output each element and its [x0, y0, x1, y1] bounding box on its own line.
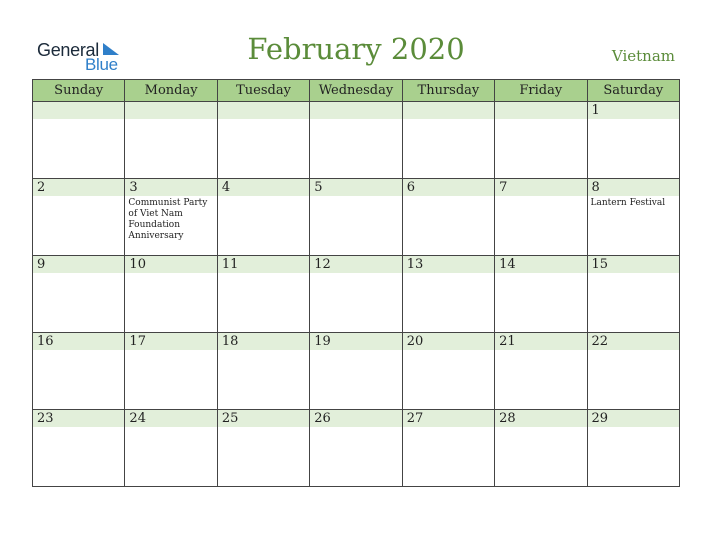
day-number: 21 — [495, 333, 586, 350]
day-number: 3 — [125, 179, 216, 196]
day-cell — [310, 410, 402, 487]
day-cell — [310, 102, 402, 179]
day-number: 7 — [495, 179, 586, 196]
day-cell — [33, 102, 125, 179]
weekday-header: Tuesday — [217, 80, 309, 102]
week-row — [33, 256, 680, 333]
day-number: 9 — [33, 256, 124, 273]
day-cell — [217, 256, 309, 333]
day-number: 11 — [218, 256, 309, 273]
day-number — [218, 102, 309, 119]
day-cell — [125, 179, 217, 256]
day-number: 14 — [495, 256, 586, 273]
day-cell — [402, 179, 494, 256]
weekday-header: Monday — [125, 80, 217, 102]
week-row — [33, 179, 680, 256]
day-cell — [125, 102, 217, 179]
day-number: 25 — [218, 410, 309, 427]
day-cell — [310, 179, 402, 256]
day-cell — [495, 179, 587, 256]
week-row — [33, 333, 680, 410]
day-number: 6 — [403, 179, 494, 196]
holiday-event: Lantern Festival — [590, 198, 666, 208]
day-cell — [33, 179, 125, 256]
day-number — [495, 102, 586, 119]
day-number: 18 — [218, 333, 309, 350]
holiday-event: Communist Party of Viet Nam Foundation Anniversary — [128, 198, 208, 241]
day-cell — [495, 333, 587, 410]
day-cell — [217, 102, 309, 179]
day-number — [125, 102, 216, 119]
weekday-header-row — [33, 80, 680, 102]
week-row — [33, 102, 680, 179]
day-cell — [125, 333, 217, 410]
day-number: 13 — [403, 256, 494, 273]
day-number: 29 — [588, 410, 679, 427]
weekday-header: Wednesday — [310, 80, 402, 102]
day-cell — [402, 333, 494, 410]
day-number: 15 — [588, 256, 679, 273]
day-cell — [402, 410, 494, 487]
day-number: 16 — [33, 333, 124, 350]
weekday-header: Sunday — [33, 80, 125, 102]
day-number: 19 — [310, 333, 401, 350]
day-number: 20 — [403, 333, 494, 350]
day-number: 22 — [588, 333, 679, 350]
day-cell — [402, 102, 494, 179]
week-row — [33, 410, 680, 487]
day-cell — [587, 333, 679, 410]
day-number: 1 — [588, 102, 679, 119]
day-number — [33, 102, 124, 119]
day-number: 17 — [125, 333, 216, 350]
day-cell — [402, 256, 494, 333]
day-number: 5 — [310, 179, 401, 196]
day-cell — [587, 179, 679, 256]
day-cell — [33, 410, 125, 487]
weekday-header: Saturday — [587, 80, 679, 102]
day-cell — [495, 410, 587, 487]
day-cell — [587, 410, 679, 487]
day-cell — [310, 256, 402, 333]
day-cell — [33, 256, 125, 333]
day-cell — [217, 179, 309, 256]
day-cell — [217, 410, 309, 487]
day-number: 24 — [125, 410, 216, 427]
day-number: 23 — [33, 410, 124, 427]
day-number: 12 — [310, 256, 401, 273]
day-number: 27 — [403, 410, 494, 427]
day-number — [310, 102, 401, 119]
calendar-grid — [32, 79, 680, 487]
page-title: February 2020 — [247, 32, 465, 66]
day-cell — [217, 333, 309, 410]
day-cell — [125, 256, 217, 333]
country-label: Vietnam — [611, 47, 675, 65]
day-cell — [587, 256, 679, 333]
weekday-header: Friday — [495, 80, 587, 102]
day-cell — [310, 333, 402, 410]
day-number: 28 — [495, 410, 586, 427]
day-number: 2 — [33, 179, 124, 196]
day-number — [403, 102, 494, 119]
weekday-header: Thursday — [402, 80, 494, 102]
day-cell — [495, 256, 587, 333]
day-cell — [495, 102, 587, 179]
day-cell — [33, 333, 125, 410]
day-number: 8 — [588, 179, 679, 196]
day-number: 10 — [125, 256, 216, 273]
logo-text-blue: Blue — [85, 55, 118, 74]
day-cell — [125, 410, 217, 487]
day-number: 4 — [218, 179, 309, 196]
day-number: 26 — [310, 410, 401, 427]
day-cell — [587, 102, 679, 179]
logo-text-general: General — [37, 40, 99, 60]
